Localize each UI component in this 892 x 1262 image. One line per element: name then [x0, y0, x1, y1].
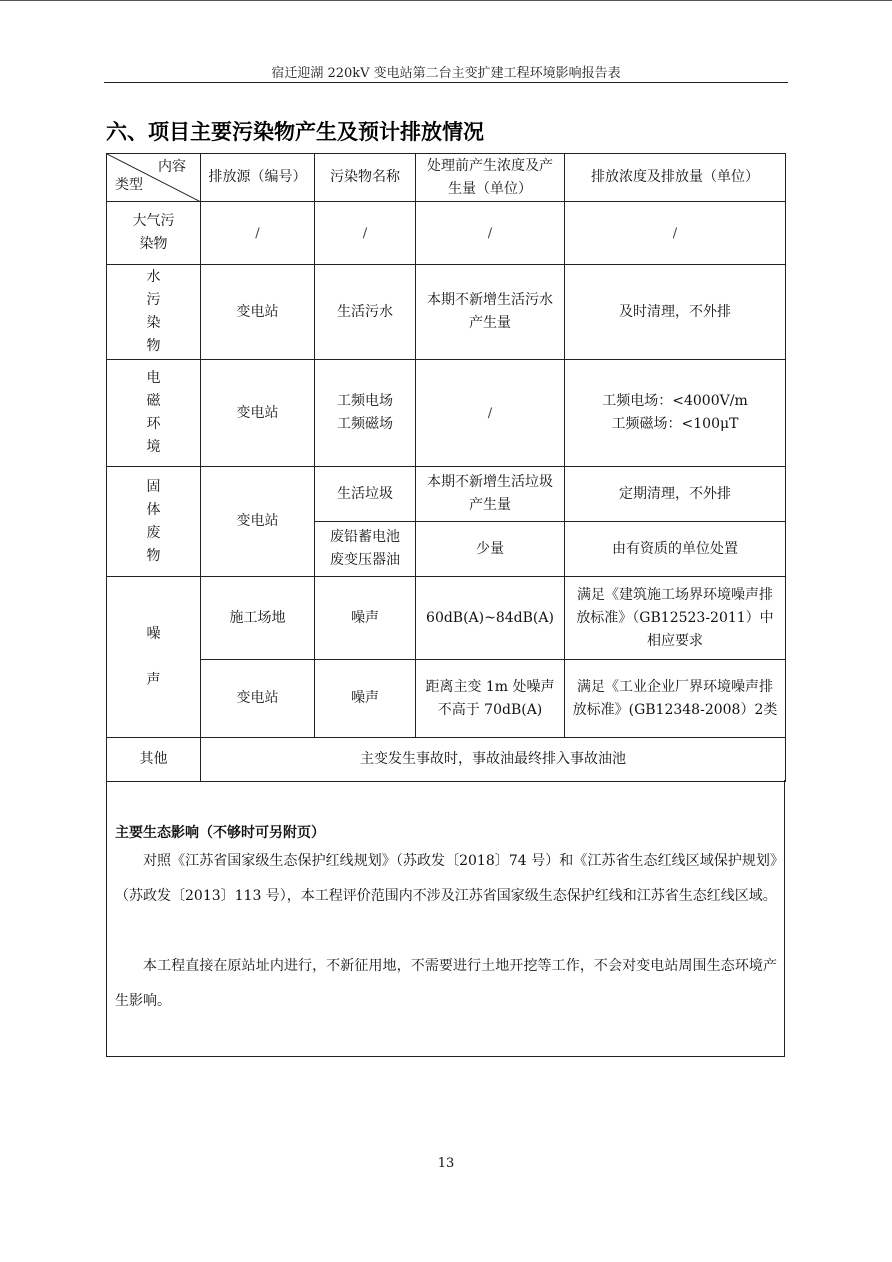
- noise-after-2: 满足《工业企业厂界环境噪声排放标准》(GB12348-2008）2类: [565, 660, 786, 738]
- noise-after-1: 满足《建筑施工场界环境噪声排放标准》（GB12523-2011）中相应要求: [565, 577, 786, 660]
- section-title: 六、项目主要污染物产生及预计排放情况: [106, 120, 484, 144]
- header-source: 排放源（编号）: [201, 154, 315, 202]
- noise-before-2: 距离主变 1m 处噪声不高于 70dB(A): [416, 660, 565, 738]
- page-number: 13: [437, 1156, 455, 1171]
- water-source: 变电站: [201, 265, 315, 360]
- type-em: 电磁环境: [107, 360, 201, 467]
- solid-pollutant-1: 生活垃圾: [315, 467, 416, 522]
- running-header: 宿迁迎湖 220kV 变电站第二台主变扩建工程环境影响报告表: [271, 66, 621, 81]
- header-rule: [104, 82, 788, 83]
- table-row-water: [107, 265, 786, 360]
- eco-paragraph-1: 对照《江苏省国家级生态保护红线规划》（苏政发〔2018〕74 号）和《江苏省生态红线区域保护规划》（苏政发〔2013〕113 号），本工程评价范围内不涉及江苏省国家级生态保护红线和江苏省生态红线区域。: [115, 853, 777, 904]
- table-row-noise-2: [107, 660, 786, 738]
- header-type-label: 类型: [115, 177, 143, 193]
- noise-before-1: 60dB(A)~84dB(A): [416, 577, 565, 660]
- diagonal-header-cell: [107, 154, 201, 202]
- header-content-label: 内容: [158, 159, 186, 175]
- eco-paragraph-2: 本工程直接在原站址内进行，不新征用地，不需要进行土地开挖等工作，不会对变电站周围生态环境产生影响。: [115, 958, 777, 1009]
- eco-impact-box: [106, 780, 785, 1057]
- header-after: 排放浓度及排放量（单位）: [565, 154, 786, 202]
- em-source: 变电站: [201, 360, 315, 467]
- header-before: 处理前产生浓度及产生量（单位）: [416, 154, 565, 202]
- water-after: 及时清理，不外排: [565, 265, 786, 360]
- air-after: /: [565, 202, 786, 265]
- table-row-solid-1: [107, 467, 786, 522]
- noise-source-1: 施工场地: [201, 577, 315, 660]
- solid-after-1: 定期清理，不外排: [565, 467, 786, 522]
- type-water: 水污染物: [107, 265, 201, 360]
- type-air: 大气污染物: [107, 202, 201, 265]
- table-row-air: [107, 202, 786, 265]
- page-top-border: [0, 0, 892, 1]
- noise-source-2: 变电站: [201, 660, 315, 738]
- air-source: /: [201, 202, 315, 265]
- solid-before-1: 本期不新增生活垃圾产生量: [416, 467, 565, 522]
- table-row-other: [107, 738, 786, 782]
- air-pollutant: /: [315, 202, 416, 265]
- solid-pollutant-2: 废铅蓄电池废变压器油: [315, 522, 416, 577]
- noise-pollutant-2: 噪声: [315, 660, 416, 738]
- table-row-noise-1: [107, 577, 786, 660]
- type-solid: 固体废物: [107, 467, 201, 577]
- pollutant-table: [106, 153, 786, 782]
- em-after: 工频电场：<4000V/m 工频磁场：<100μT: [565, 360, 786, 467]
- solid-source: 变电站: [201, 467, 315, 577]
- header-pollutant: 污染物名称: [315, 154, 416, 202]
- type-other: 其他: [107, 738, 201, 782]
- type-noise: 噪 声: [107, 577, 201, 738]
- eco-heading: 主要生态影响（不够时可另附页）: [115, 825, 325, 841]
- table-header-row: [107, 154, 786, 202]
- solid-after-2: 由有资质的单位处置: [565, 522, 786, 577]
- em-before: /: [416, 360, 565, 467]
- air-before: /: [416, 202, 565, 265]
- table-row-em: [107, 360, 786, 467]
- water-pollutant: 生活污水: [315, 265, 416, 360]
- em-pollutant: 工频电场 工频磁场: [315, 360, 416, 467]
- solid-before-2: 少量: [416, 522, 565, 577]
- water-before: 本期不新增生活污水产生量: [416, 265, 565, 360]
- noise-pollutant-1: 噪声: [315, 577, 416, 660]
- other-text: 主变发生事故时，事故油最终排入事故油池: [201, 738, 786, 782]
